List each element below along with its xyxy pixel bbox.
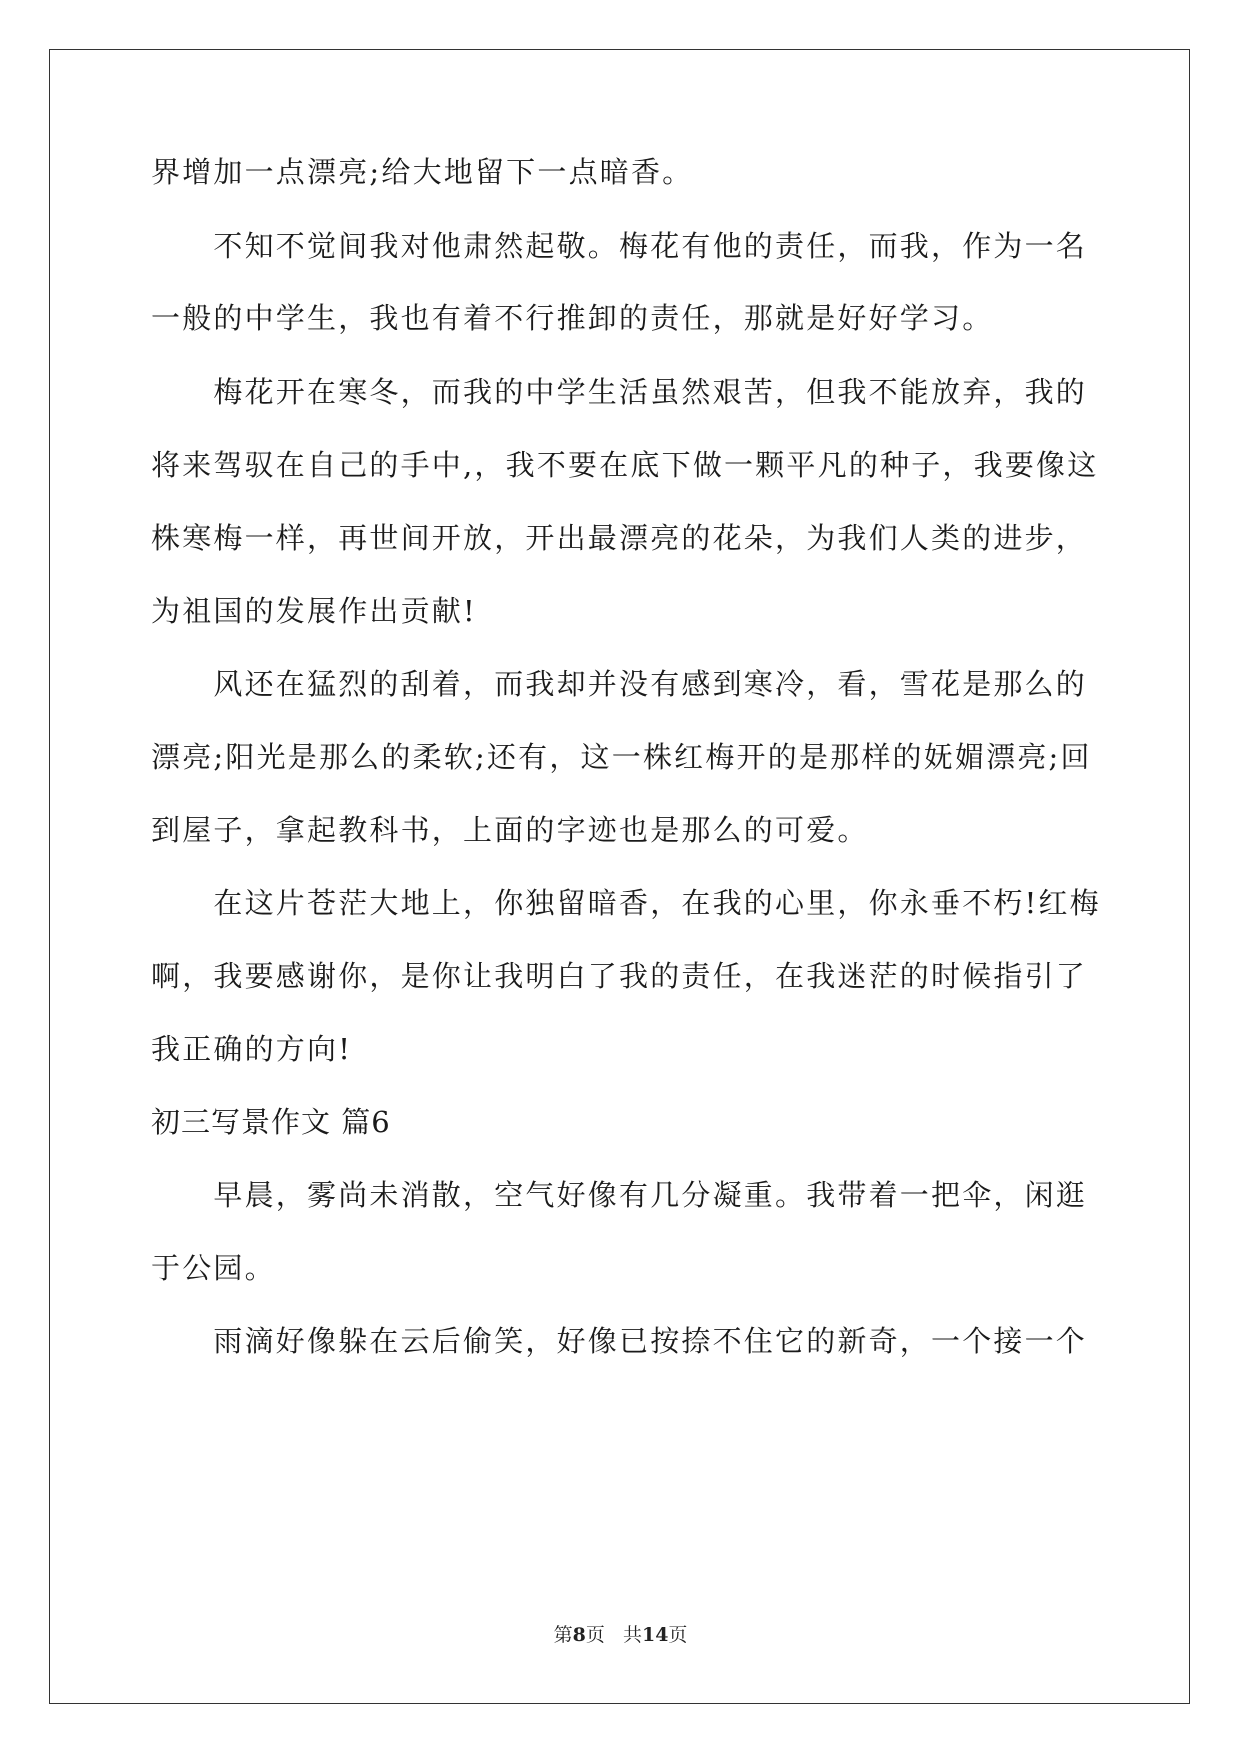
text-line: 啊，我要感谢你，是你让我明白了我的责任，在我迷茫的时候指引了	[151, 959, 1088, 993]
total-pages-number: 14	[641, 1624, 669, 1646]
page-label-prefix: 第	[553, 1624, 573, 1646]
section-heading: 初三写景作文 篇6	[151, 1105, 391, 1139]
current-page-number: 8	[572, 1624, 586, 1646]
text-line: 株寒梅一样，再世间开放，开出最漂亮的花朵，为我们人类的进步，	[151, 521, 1088, 555]
text-line: 梅花开在寒冬，而我的中学生活虽然艰苦，但我不能放弃，我的	[151, 375, 1088, 409]
text-line: 雨滴好像躲在云后偷笑，好像已按捺不住它的新奇，一个接一个	[151, 1324, 1088, 1358]
text-line: 界增加一点漂亮;给大地留下一点暗香。	[151, 155, 694, 189]
text-line: 漂亮;阳光是那么的柔软;还有，这一株红梅开的是那样的妩媚漂亮;回	[151, 740, 1092, 774]
text-line: 在这片苍茫大地上，你独留暗香，在我的心里，你永垂不朽!红梅	[151, 886, 1101, 920]
text-line: 为祖国的发展作出贡献!	[151, 594, 477, 628]
text-line: 到屋子，拿起教科书，上面的字迹也是那么的可爱。	[151, 813, 869, 847]
text-line: 我正确的方向!	[151, 1032, 353, 1066]
text-line: 一般的中学生，我也有着不行推卸的责任，那就是好好学习。	[151, 301, 994, 335]
text-line: 将来驾驭在自己的手中,，我不要在底下做一颗平凡的种子，我要像这	[151, 448, 1099, 482]
text-line: 于公园。	[151, 1251, 276, 1285]
page-number-footer	[0, 1620, 1241, 1647]
total-label-prefix: 共	[622, 1624, 642, 1646]
text-line: 风还在猛烈的刮着，而我却并没有感到寒冷，看，雪花是那么的	[151, 667, 1088, 701]
total-label-suffix: 页	[668, 1624, 688, 1646]
text-line: 早晨，雾尚未消散，空气好像有几分凝重。我带着一把伞，闲逛	[151, 1178, 1088, 1212]
text-line: 不知不觉间我对他肃然起敬。梅花有他的责任，而我，作为一名	[151, 229, 1088, 263]
page-label-suffix: 页	[585, 1624, 605, 1646]
